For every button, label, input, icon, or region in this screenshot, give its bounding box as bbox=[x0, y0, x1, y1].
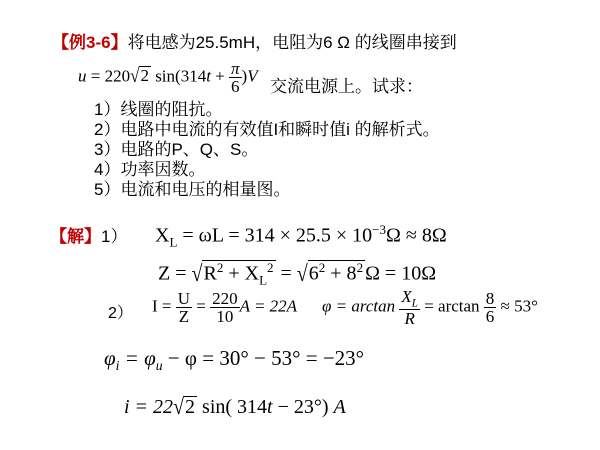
problem-after-eq: 交流电源上。试求： bbox=[270, 77, 423, 96]
xl-equation bbox=[155, 222, 447, 251]
xl-exp: −3 bbox=[372, 222, 387, 237]
solution-tag: 【解】 bbox=[50, 227, 101, 246]
eq-frac-num: π bbox=[231, 59, 240, 78]
z-r-exp: 2 bbox=[216, 260, 224, 275]
phi-frac-1 bbox=[399, 288, 420, 327]
phi-tail: ≈ 53° bbox=[496, 296, 538, 316]
sqrt-icon: √ bbox=[173, 394, 185, 420]
i-lhs: i = 22 bbox=[124, 396, 174, 418]
z-xl-exp: 2 bbox=[267, 260, 274, 275]
z-xl-sub: L bbox=[259, 272, 268, 288]
cur-frac-1 bbox=[176, 290, 192, 325]
z-root-1 bbox=[202, 260, 275, 287]
z-lhs: Z = bbox=[158, 262, 192, 285]
cur-frac-2 bbox=[210, 290, 240, 325]
phi-lhs: φ = arctan bbox=[322, 296, 400, 316]
z-plus: + X bbox=[223, 262, 260, 285]
z-six-exp: 2 bbox=[318, 260, 326, 275]
phi-f1-sub: L bbox=[411, 297, 418, 310]
eq-frac-den: 6 bbox=[231, 77, 240, 96]
sqrt-icon: √ bbox=[296, 260, 308, 287]
i-t: t bbox=[267, 396, 273, 418]
z-root-2 bbox=[308, 260, 365, 285]
step2-label: 2） bbox=[108, 305, 133, 322]
phi-i-rest: − φ = 30° − 53° = −23° bbox=[162, 346, 365, 370]
xl-sub: L bbox=[169, 234, 178, 250]
cur-f1-den: Z bbox=[178, 307, 190, 326]
z-tail: Ω = 10Ω bbox=[365, 262, 437, 285]
eq-fn: sin(314 bbox=[150, 66, 207, 86]
voltage-equation bbox=[78, 60, 258, 95]
phi-i-b: = φ bbox=[119, 346, 156, 370]
z-eight-exp: 2 bbox=[356, 260, 364, 275]
cur-f2-num: 220 bbox=[212, 289, 238, 308]
problem-intro: 将电感为25.5mH，电阻为6 Ω 的线圈串接到 bbox=[127, 33, 457, 52]
cur-f2-den: 10 bbox=[216, 307, 234, 326]
xl-rest: = ωL = 314 × 25.5 × 10 bbox=[177, 224, 373, 247]
i-rest: − 23°) bbox=[272, 396, 334, 418]
z-eight: + 8 bbox=[325, 262, 357, 285]
example-tag: 【例3-6】 bbox=[52, 33, 128, 52]
phi-f2-num: 8 bbox=[485, 289, 495, 309]
eq-plus: + bbox=[210, 66, 230, 86]
eq-coef: 220 bbox=[104, 66, 131, 86]
eq-t: t bbox=[206, 66, 211, 86]
xl-x: X bbox=[155, 224, 170, 247]
i-equation bbox=[124, 396, 346, 419]
z-r: R bbox=[203, 262, 217, 285]
phi-f1-num-wrap bbox=[399, 288, 420, 310]
eq-close: ) bbox=[241, 66, 248, 86]
question-2: 2）电路中电流的有效值I和瞬时值i 的解析式。 bbox=[94, 120, 440, 139]
current-equation bbox=[152, 290, 297, 325]
phi-equation bbox=[322, 288, 538, 327]
step1-label: 1） bbox=[101, 227, 128, 246]
eq-unit: V bbox=[247, 66, 258, 86]
phi-f2-den: 6 bbox=[485, 307, 495, 327]
question-5: 5）电流和电压的相量图。 bbox=[94, 180, 291, 199]
question-4: 4）功率因数。 bbox=[94, 160, 206, 179]
phi-f1-num: X bbox=[401, 287, 412, 306]
eq-sign: = bbox=[86, 66, 105, 86]
cur-mid: = bbox=[192, 296, 211, 316]
cur-tail: A = 22A bbox=[239, 296, 298, 316]
phi-i-b-sub: u bbox=[155, 358, 163, 374]
phi-mid: = arctan bbox=[419, 296, 484, 316]
phi-frac-2 bbox=[484, 290, 497, 325]
sqrt-icon: √ bbox=[191, 260, 203, 287]
i-fn: sin( 314 bbox=[197, 396, 268, 418]
cur-f1-num: U bbox=[177, 289, 191, 308]
z-equation bbox=[158, 260, 436, 287]
solution-header bbox=[50, 222, 127, 247]
phi-i-a-sub: i bbox=[115, 358, 120, 374]
question-1: 1）线圈的阻抗。 bbox=[94, 100, 223, 119]
i-unit: A bbox=[333, 396, 346, 418]
z-mid: = bbox=[275, 262, 297, 285]
i-root-arg: 2 bbox=[185, 396, 196, 418]
eq-fraction bbox=[229, 60, 242, 95]
phi-i-a: φ bbox=[104, 346, 116, 370]
question-list bbox=[94, 100, 440, 200]
problem-header bbox=[52, 28, 457, 53]
xl-tail: Ω ≈ 8Ω bbox=[386, 224, 447, 247]
phi-i-equation bbox=[104, 346, 364, 374]
question-3: 3）电路的P、Q、S。 bbox=[94, 140, 259, 159]
eq-lhs: u bbox=[78, 66, 87, 86]
sqrt-icon: √ bbox=[130, 64, 140, 87]
phi-f1-den: R bbox=[404, 309, 415, 329]
z-six: 6 bbox=[308, 262, 319, 285]
cur-lhs: I = bbox=[152, 296, 176, 316]
eq-root-arg: 2 bbox=[140, 66, 149, 86]
